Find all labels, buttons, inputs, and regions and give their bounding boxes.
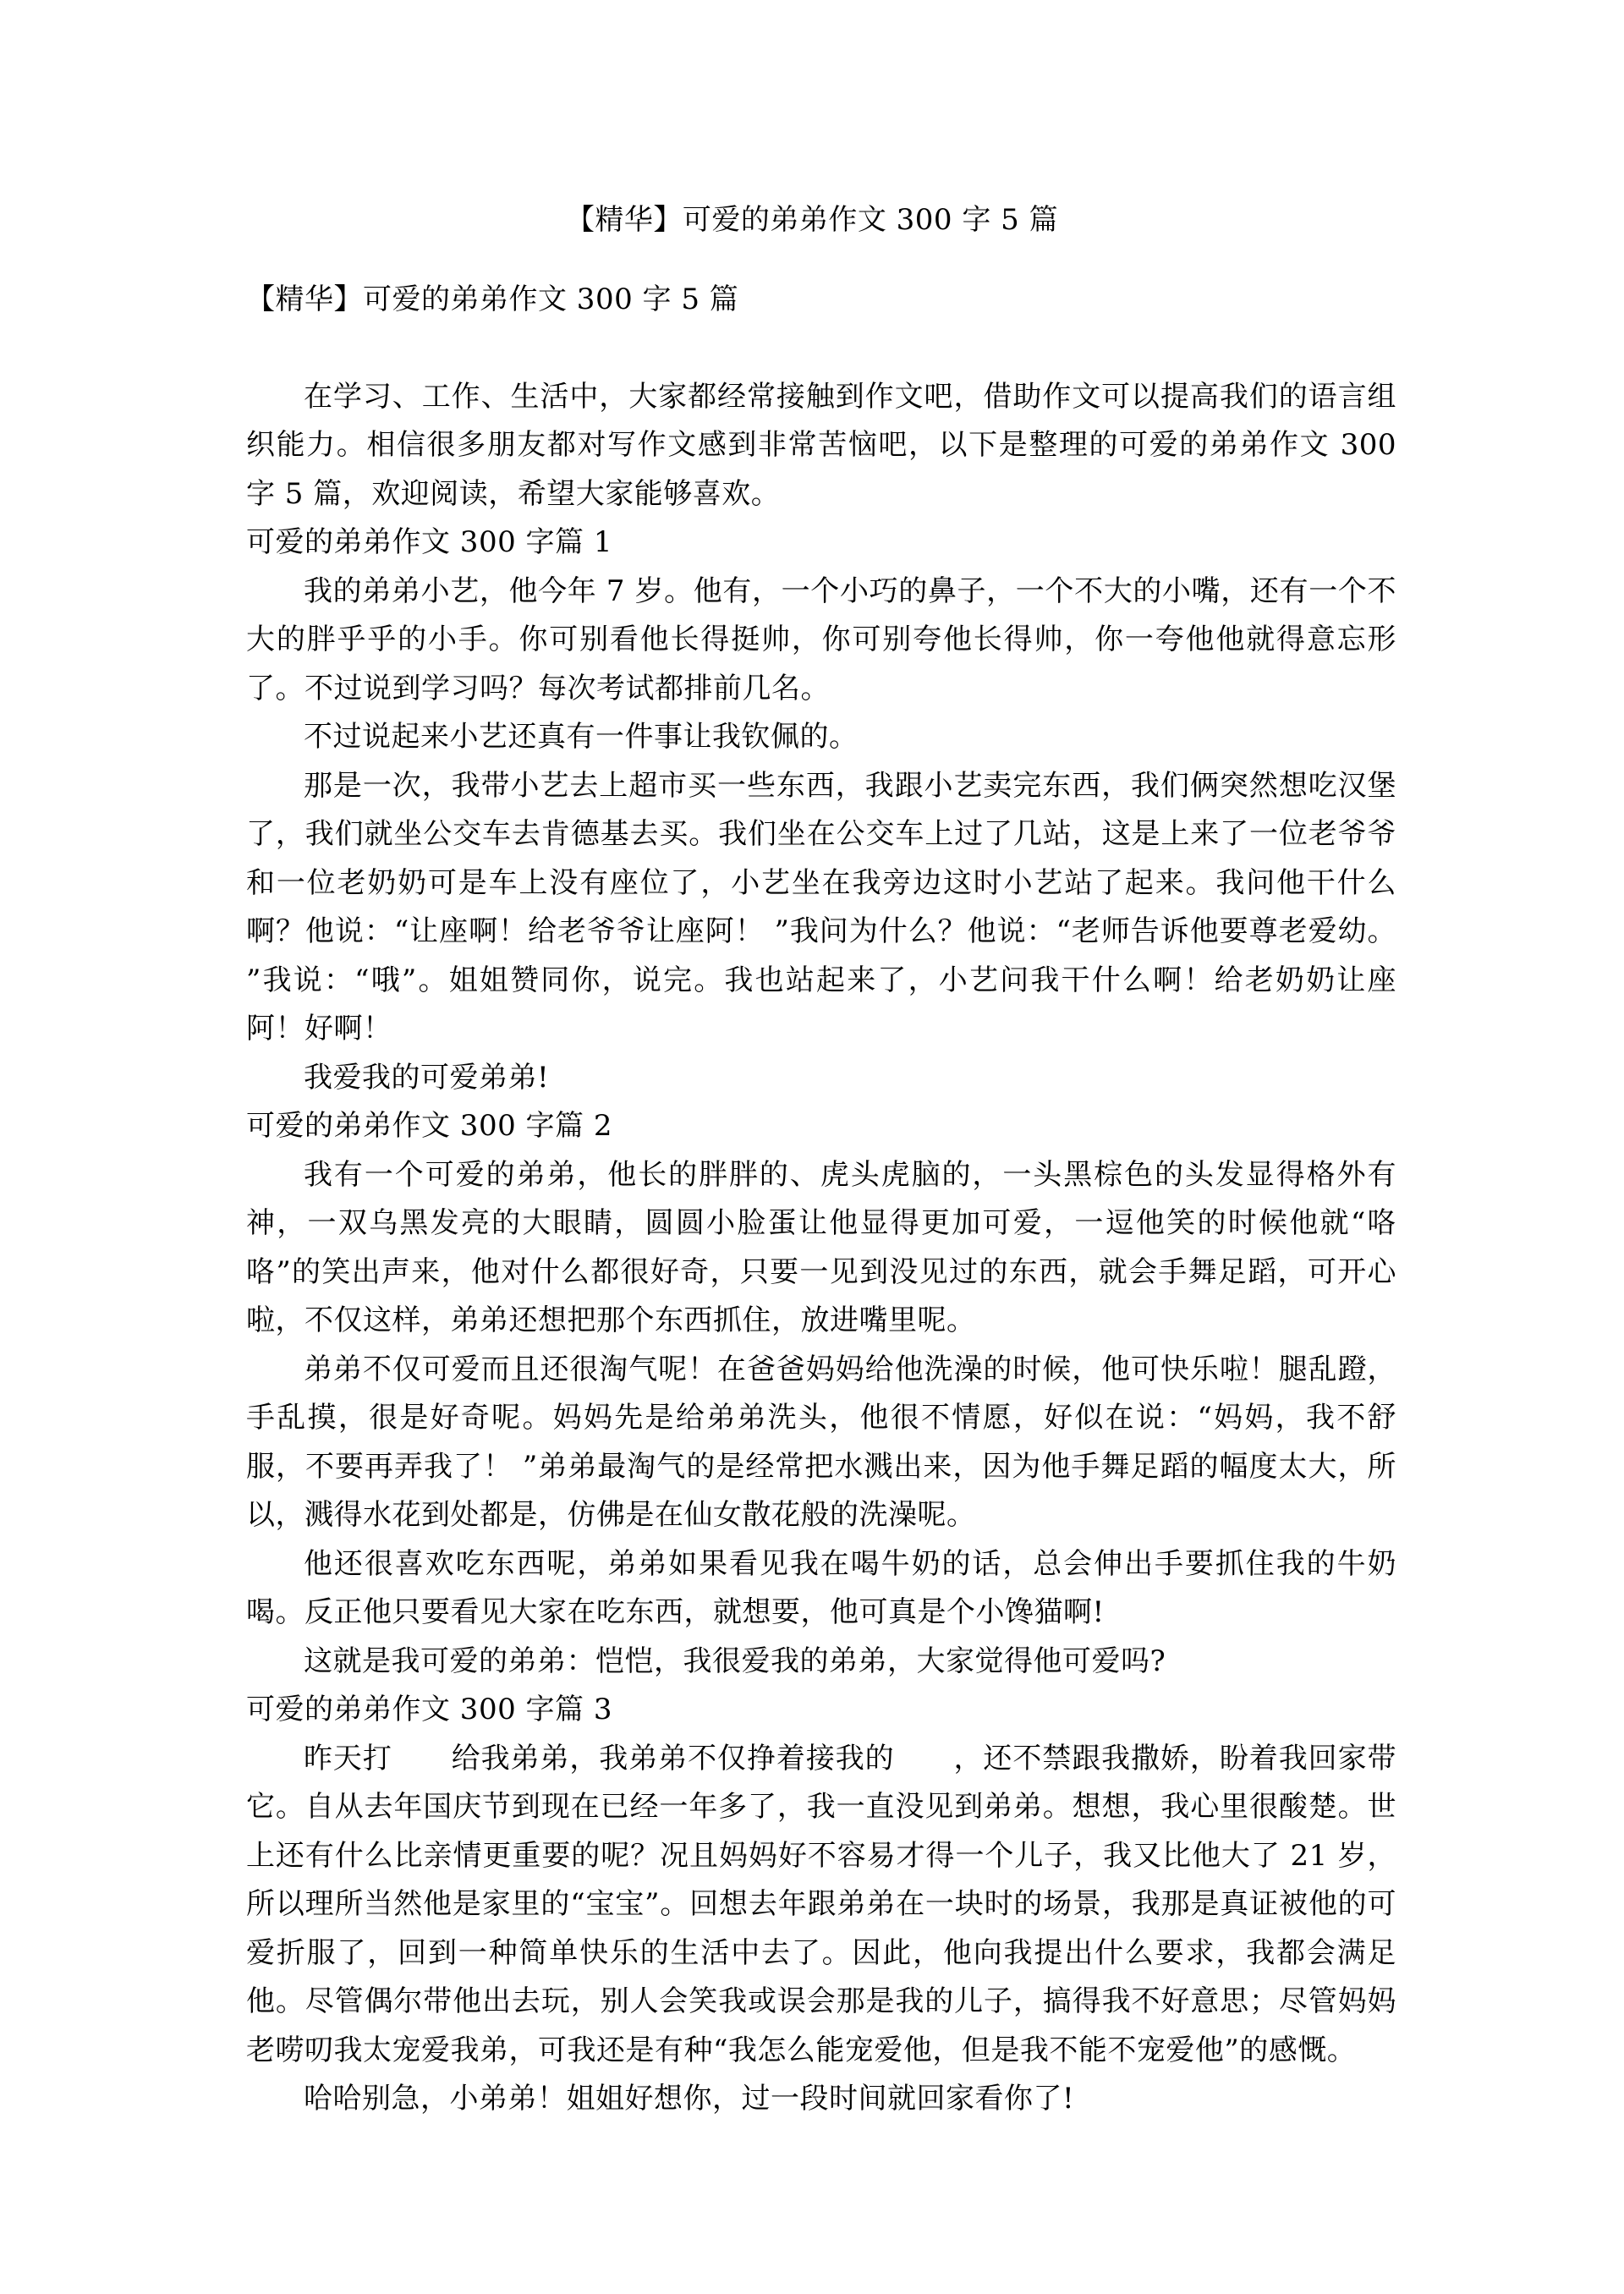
paragraph: 我有一个可爱的弟弟，他长的胖胖的、虎头虎脑的，一头黑棕色的头发显得格外有神，一双乌黑发亮的大眼睛，圆圆小脸蛋让他显得更加可爱，一逗他笑的时候他就“咯咯”的笑出声来，他对什么都很好奇，只要一见到没见过的东西，就会手舞足蹈，可开心啦，不仅这样，弟弟还想把那个东西抓住，放进嘴里呢。 (246, 1157, 1396, 1337)
paragraph: 他还很喜欢吃东西呢，弟弟如果看见我在喝牛奶的话，总会伸出手要抓住我的牛奶喝。反正他只要看见大家在吃东西，就想要，他可真是个小馋猫啊! (246, 1546, 1396, 1629)
paragraph: 弟弟不仅可爱而且还很淘气呢！在爸爸妈妈给他洗澡的时候，他可快乐啦！腿乱蹬，手乱摸，很是好奇呢。妈妈先是给弟弟洗头，他很不情愿，好似在说：“妈妈，我不舒服，不要再弄我了！ ”弟弟最淘气的是经常把水溅出来，因为他手舞足蹈的幅度太大，所以，溅得水花到处都是，仿佛是在仙女散花般的洗澡呢。 (246, 1352, 1396, 1532)
document-body (246, 276, 1396, 2124)
intro-paragraph: 在学习、工作、生活中，大家都经常接触到作文吧，借助作文可以提高我们的语言组织能力。相信很多朋友都对写作文感到非常苦恼吧，以下是整理的可爱的弟弟作文 300 字 5 篇，欢迎阅读，希望大家能够喜欢。 (246, 379, 1396, 511)
paragraph: 不过说起来小艺还真有一件事让我钦佩的。 (304, 720, 859, 754)
paragraph: 哈哈别急，小弟弟！姐姐好想你，过一段时间就回家看你了! (304, 2082, 1075, 2116)
document-subtitle: 【精华】可爱的弟弟作文 300 字 5 篇 (246, 283, 739, 316)
paragraph: 我的弟弟小艺，他今年 7 岁。他有，一个小巧的鼻子，一个不大的小嘴，还有一个不大的胖乎乎的小手。你可别看他长得挺帅，你可别夸他长得帅，你一夸他他就得意忘形了。不过说到学习吗？每次考试都排前几名。 (246, 574, 1396, 705)
paragraph: 昨天打 给我弟弟，我弟弟不仅挣着接我的 ，还不禁跟我撒娇，盼着我回家带它。自从去年国庆节到现在已经一年多了，我一直没见到弟弟。想想，我心里很酸楚。世上还有什么比亲情更重要的呢？况且妈妈好不容易才得一个儿子，我又比他大了 21 岁，所以理所当然他是家里的“宝宝”。回想去年跟弟弟在一块时的场景，我那是真证被他的可爱折服了，回到一种简单快乐的生活中去了。因此，他向我提出什么要求，我都会满足他。尽管偶尔带他出去玩，别人会笑我或误会那是我的儿子，搞得我不好意思；尽管妈妈老唠叨我太宠爱我弟，可我还是有种“我怎么能宠爱他，但是我不能不宠爱他”的感慨。 (246, 1741, 1396, 2067)
paragraph: 我爱我的可爱弟弟! (304, 1060, 550, 1095)
section-heading-3: 可爱的弟弟作文 300 字篇 3 (246, 1693, 612, 1726)
paragraph: 这就是我可爱的弟弟：恺恺，我很爱我的弟弟，大家觉得他可爱吗? (304, 1644, 1166, 1678)
section-heading-1: 可爱的弟弟作文 300 字篇 1 (246, 525, 612, 559)
document-title: 【精华】可爱的弟弟作文 300 字 5 篇 (565, 203, 1059, 237)
section-heading-2: 可爱的弟弟作文 300 字篇 2 (246, 1109, 612, 1143)
paragraph: 那是一次，我带小艺去上超市买一些东西，我跟小艺卖完东西，我们俩突然想吃汉堡了，我们就坐公交车去肯德基去买。我们坐在公交车上过了几站，这是上来了一位老爷爷和一位老奶奶可是车上没有座位了，小艺坐在我旁边这时小艺站了起来。我问他干什么啊？他说：“让座啊！给老爷爷让座阿！ ”我问为什么？他说：“老师告诉他要尊老爱幼。 ”我说：“哦”。姐姐赞同你，说完。我也站起来了，小艺问我干什么啊！给老奶奶让座阿！好啊！ (246, 768, 1396, 1045)
